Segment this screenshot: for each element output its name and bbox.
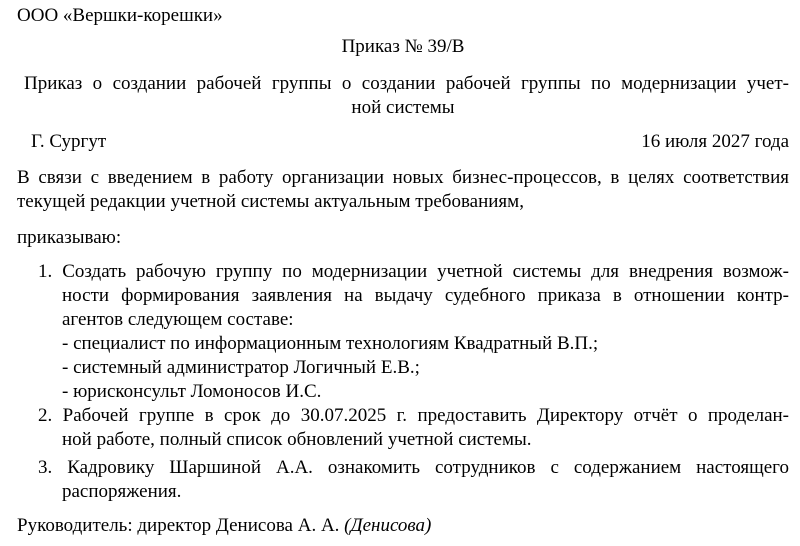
item-3-line-2: распоряжения. [62, 481, 182, 502]
member-3: - юрисконсульт Ломоносов И.С. [62, 381, 322, 402]
signature-name: (Денисова) [344, 515, 432, 536]
preamble-line-1: В связи с введением в работу организации новых бизнес-процессов, в целях соответствия [17, 167, 789, 188]
item-2-line-2: ной работе, полный список обновлений учетной системы. [62, 429, 532, 450]
signature-line [17, 514, 431, 538]
item-1-line-3: агентов следующем составе: [62, 309, 294, 330]
order-document [17, 0, 789, 546]
member-2: - системный администратор Логичный Е.В.; [62, 357, 420, 378]
member-1: - специалист по информационным технологиям Квадратный В.П.; [62, 333, 599, 354]
preamble-line-2: текущей редакции учетной системы актуальным требованиям, [17, 191, 524, 212]
order-word: приказываю: [17, 227, 122, 248]
order-title-line-2: ной системы [351, 97, 455, 118]
city: Г. Сургут [31, 131, 107, 152]
item-3-line-1: 3. Кадровику Шаршиной А.А. ознакомить сотрудников с содержанием настоящего [38, 457, 789, 478]
date: 16 июля 2027 года [641, 131, 789, 152]
item-1-line-1: 1. Создать рабочую группу по модернизации учетной системы для внедрения возмож- [38, 261, 789, 282]
signature-label: Руководитель: директор Денисова А. А. [17, 515, 340, 536]
order-title-line-1: Приказ о создании рабочей группы о создании рабочей группы по модернизации учет- [24, 73, 789, 94]
item-1-line-2: ности формирования заявления на выдачу судебного приказа в отношении контр- [62, 285, 789, 306]
order-number: Приказ № 39/В [341, 36, 465, 57]
item-2-line-1: 2. Рабочей группе в срок до 30.07.2025 г. предоставить Директору отчёт о проделан- [38, 405, 789, 426]
company-name: ООО «Вершки-корешки» [17, 5, 223, 26]
